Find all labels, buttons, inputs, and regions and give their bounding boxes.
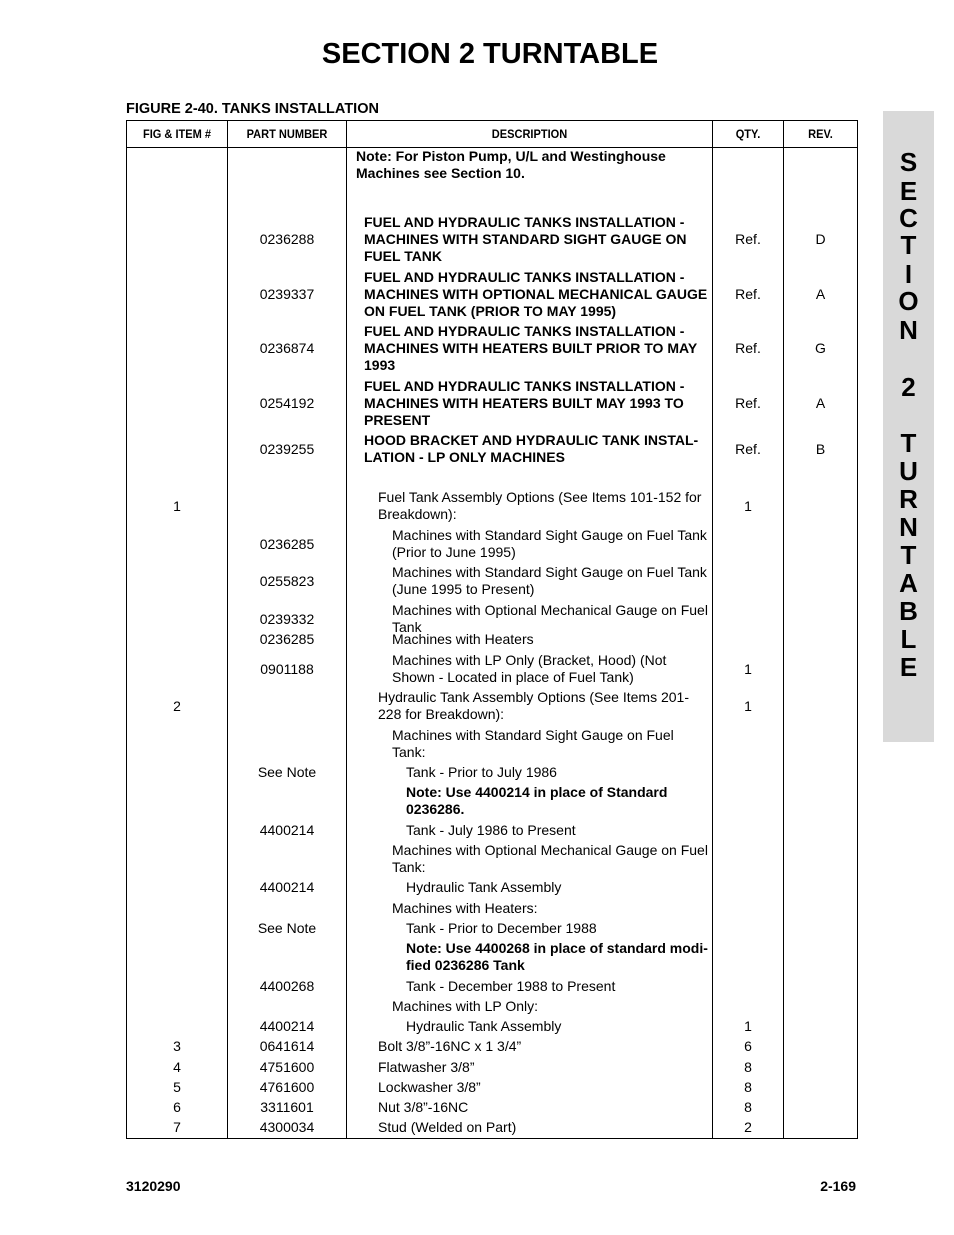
description-line: Bolt 3/8”-16NC x 1 3/4” bbox=[378, 1038, 522, 1054]
part-number: 4400214 bbox=[259, 1018, 315, 1034]
side-tab-letter: E bbox=[899, 652, 918, 682]
revision: A bbox=[815, 286, 826, 302]
description bbox=[364, 214, 709, 265]
revision: D bbox=[815, 231, 826, 247]
side-tab-letter: C bbox=[899, 203, 918, 233]
description-line: Tank - July 1986 to Present bbox=[406, 822, 576, 838]
description bbox=[406, 879, 711, 896]
description bbox=[364, 269, 709, 320]
header-description: DESCRIPTION bbox=[491, 127, 568, 141]
quantity: 8 bbox=[744, 1099, 752, 1115]
revision: G bbox=[815, 340, 826, 356]
description-line: Machines with LP Only: bbox=[392, 998, 539, 1014]
description bbox=[392, 564, 709, 598]
description-line: Hydraulic Tank Assembly Options (See Items 201- bbox=[378, 689, 689, 705]
description-line: FUEL AND HYDRAULIC TANKS INSTALLATION - bbox=[364, 323, 685, 339]
description-line: MACHINES WITH OPTIONAL MECHANICAL GAUGE bbox=[364, 286, 708, 302]
col-divider bbox=[712, 121, 713, 1138]
quantity: Ref. bbox=[735, 231, 761, 247]
description bbox=[392, 998, 709, 1015]
part-number: 4761600 bbox=[259, 1079, 315, 1095]
description bbox=[378, 1119, 709, 1136]
quantity: Ref. bbox=[735, 441, 761, 457]
quantity: Ref. bbox=[735, 395, 761, 411]
item-number: 5 bbox=[173, 1079, 181, 1095]
description-line: FUEL AND HYDRAULIC TANKS INSTALLATION - bbox=[364, 269, 685, 285]
revision: B bbox=[815, 441, 826, 457]
header-fig-item: FIG & ITEM # bbox=[142, 127, 212, 141]
part-number: 0236288 bbox=[259, 231, 315, 247]
item-number: 4 bbox=[173, 1059, 181, 1075]
side-tab-letter: T bbox=[900, 428, 917, 458]
description-line: Machines with Optional Mechanical Gauge on Fuel bbox=[392, 602, 708, 618]
description-line: MACHINES WITH HEATERS BUILT MAY 1993 TO bbox=[364, 395, 684, 411]
side-tab-letter: L bbox=[900, 624, 917, 654]
description-line: Tank - December 1988 to Present bbox=[406, 978, 616, 994]
description-line: LATION - LP ONLY MACHINES bbox=[364, 449, 565, 465]
side-tab-letter: A bbox=[899, 568, 918, 598]
part-number: 0239255 bbox=[259, 441, 315, 457]
section-title: SECTION 2 TURNTABLE bbox=[321, 38, 659, 70]
part-number: 4400214 bbox=[259, 879, 315, 895]
description bbox=[378, 1099, 709, 1116]
document-number: 3120290 bbox=[126, 1178, 181, 1194]
quantity: 1 bbox=[744, 698, 752, 714]
description-line: Machines with Optional Mechanical Gauge on Fuel bbox=[392, 842, 708, 858]
col-divider bbox=[346, 121, 347, 1138]
description-line: Machines with Standard Sight Gauge on Fuel Tank bbox=[392, 564, 707, 580]
part-number: 0239332 bbox=[259, 611, 315, 627]
description-line: 228 for Breakdown): bbox=[378, 706, 505, 722]
description-line: PRESENT bbox=[364, 412, 431, 428]
description-line: FUEL AND HYDRAULIC TANKS INSTALLATION - bbox=[364, 214, 685, 230]
description bbox=[392, 900, 709, 917]
description-line: HOOD BRACKET AND HYDRAULIC TANK INSTAL- bbox=[364, 432, 699, 448]
side-tab-letter: T bbox=[900, 230, 917, 260]
description-line: Hydraulic Tank Assembly bbox=[406, 879, 562, 895]
description bbox=[378, 1059, 709, 1076]
item-number: 1 bbox=[173, 498, 181, 514]
side-tab-letter: 2 bbox=[901, 372, 916, 402]
description bbox=[406, 822, 711, 839]
description-line: Tank: bbox=[392, 859, 426, 875]
description bbox=[392, 842, 709, 876]
part-number: See Note bbox=[257, 764, 317, 780]
parts-table bbox=[126, 120, 858, 1139]
page-number: 2-169 bbox=[820, 1178, 856, 1194]
description bbox=[378, 489, 709, 523]
part-number: 4400268 bbox=[259, 978, 315, 994]
description-line: Tank - Prior to December 1988 bbox=[406, 920, 597, 936]
quantity: 8 bbox=[744, 1059, 752, 1075]
description bbox=[406, 1018, 711, 1035]
side-tab-letter: N bbox=[899, 512, 918, 542]
description bbox=[356, 148, 706, 182]
description-line: Tank - Prior to July 1986 bbox=[406, 764, 557, 780]
part-number: 0255823 bbox=[259, 573, 315, 589]
description-line: Machines with LP Only (Bracket, Hood) (Not bbox=[392, 652, 667, 668]
quantity: 1 bbox=[744, 1018, 752, 1034]
description-line: Stud (Welded on Part) bbox=[378, 1119, 517, 1135]
side-tab-letter: O bbox=[898, 286, 919, 316]
item-number: 3 bbox=[173, 1038, 181, 1054]
description bbox=[406, 920, 711, 937]
description-line: Lockwasher 3/8” bbox=[378, 1079, 481, 1095]
header-rev: REV. bbox=[808, 127, 833, 141]
side-tab-letter: S bbox=[899, 147, 918, 177]
side-tab-letter: B bbox=[899, 596, 918, 626]
part-number: 3311601 bbox=[260, 1099, 314, 1115]
description-line: (Prior to June 1995) bbox=[392, 544, 516, 560]
description bbox=[406, 978, 711, 995]
description-line: Shown - Located in place of Fuel Tank) bbox=[392, 669, 634, 685]
description-line: Note: Use 4400268 in place of standard modi- bbox=[406, 940, 708, 956]
header-qty: QTY. bbox=[735, 127, 761, 141]
part-number: See Note bbox=[257, 920, 317, 936]
description-line: 1993 bbox=[364, 357, 396, 373]
part-number: 4300034 bbox=[259, 1119, 315, 1135]
description-line: Machines see Section 10. bbox=[356, 165, 525, 181]
item-number: 7 bbox=[173, 1119, 181, 1135]
item-number: 6 bbox=[173, 1099, 181, 1115]
description bbox=[364, 378, 709, 429]
description-line: Machines with Standard Sight Gauge on Fuel Tank bbox=[392, 527, 707, 543]
quantity: 6 bbox=[744, 1038, 752, 1054]
description bbox=[406, 764, 711, 781]
description bbox=[378, 1079, 709, 1096]
description-line: (June 1995 to Present) bbox=[392, 581, 535, 597]
side-tab-letter: U bbox=[899, 456, 918, 486]
description-line: MACHINES WITH STANDARD SIGHT GAUGE ON bbox=[364, 231, 687, 247]
description-line: Hydraulic Tank Assembly bbox=[406, 1018, 562, 1034]
part-number: 0239337 bbox=[259, 286, 315, 302]
description bbox=[392, 631, 709, 648]
side-tab-letter: T bbox=[900, 540, 917, 570]
part-number: 0254192 bbox=[259, 395, 315, 411]
side-tab-letter: I bbox=[904, 259, 913, 289]
part-number: 0641614 bbox=[259, 1038, 315, 1054]
description bbox=[406, 940, 711, 974]
part-number: 0236285 bbox=[259, 536, 315, 552]
description bbox=[364, 432, 709, 466]
description-line: Breakdown): bbox=[378, 506, 457, 522]
description-line: Nut 3/8”-16NC bbox=[378, 1099, 469, 1115]
description bbox=[378, 1038, 709, 1055]
description-line: Fuel Tank Assembly Options (See Items 101-152 for bbox=[378, 489, 702, 505]
col-divider bbox=[783, 121, 784, 1138]
section-side-tab bbox=[883, 111, 934, 742]
description-line: Tank bbox=[392, 619, 422, 635]
description-line: 0236286. bbox=[406, 801, 465, 817]
description bbox=[392, 527, 709, 561]
part-number: 0236285 bbox=[259, 631, 315, 647]
header-part-number: PART NUMBER bbox=[246, 127, 328, 141]
description-line: Note: Use 4400214 in place of Standard bbox=[406, 784, 668, 800]
quantity: Ref. bbox=[735, 340, 761, 356]
description-line: Machines with Standard Sight Gauge on Fuel bbox=[392, 727, 674, 743]
quantity: 2 bbox=[744, 1119, 752, 1135]
description bbox=[364, 323, 709, 374]
quantity: 1 bbox=[744, 498, 752, 514]
description-line: Machines with Heaters bbox=[392, 631, 534, 647]
description-line: Tank: bbox=[392, 744, 426, 760]
side-tab-letter: E bbox=[899, 176, 918, 206]
part-number: 4751600 bbox=[259, 1059, 315, 1075]
side-tab-letter: N bbox=[899, 315, 918, 345]
description-line: ON FUEL TANK (PRIOR TO MAY 1995) bbox=[364, 303, 617, 319]
description-line: Machines with Heaters: bbox=[392, 900, 538, 916]
description-line: MACHINES WITH HEATERS BUILT PRIOR TO MAY bbox=[364, 340, 698, 356]
quantity: 8 bbox=[744, 1079, 752, 1095]
description bbox=[392, 652, 709, 686]
description bbox=[406, 784, 711, 818]
description-line: Note: For Piston Pump, U/L and Westinghouse bbox=[356, 148, 666, 164]
side-tab-letter: R bbox=[899, 484, 918, 514]
description bbox=[378, 689, 709, 723]
item-number: 2 bbox=[173, 698, 181, 714]
figure-title: FIGURE 2-40. TANKS INSTALLATION bbox=[126, 101, 379, 117]
quantity: Ref. bbox=[735, 286, 761, 302]
revision: A bbox=[815, 395, 826, 411]
description-line: FUEL TANK bbox=[364, 248, 443, 264]
description bbox=[392, 727, 709, 761]
part-number: 4400214 bbox=[259, 822, 315, 838]
part-number: 0236874 bbox=[259, 340, 315, 356]
description-line: FUEL AND HYDRAULIC TANKS INSTALLATION - bbox=[364, 378, 685, 394]
description-line: Flatwasher 3/8” bbox=[378, 1059, 475, 1075]
quantity: 1 bbox=[744, 661, 752, 677]
part-number: 0901188 bbox=[260, 661, 314, 677]
description-line: fied 0236286 Tank bbox=[406, 957, 525, 973]
